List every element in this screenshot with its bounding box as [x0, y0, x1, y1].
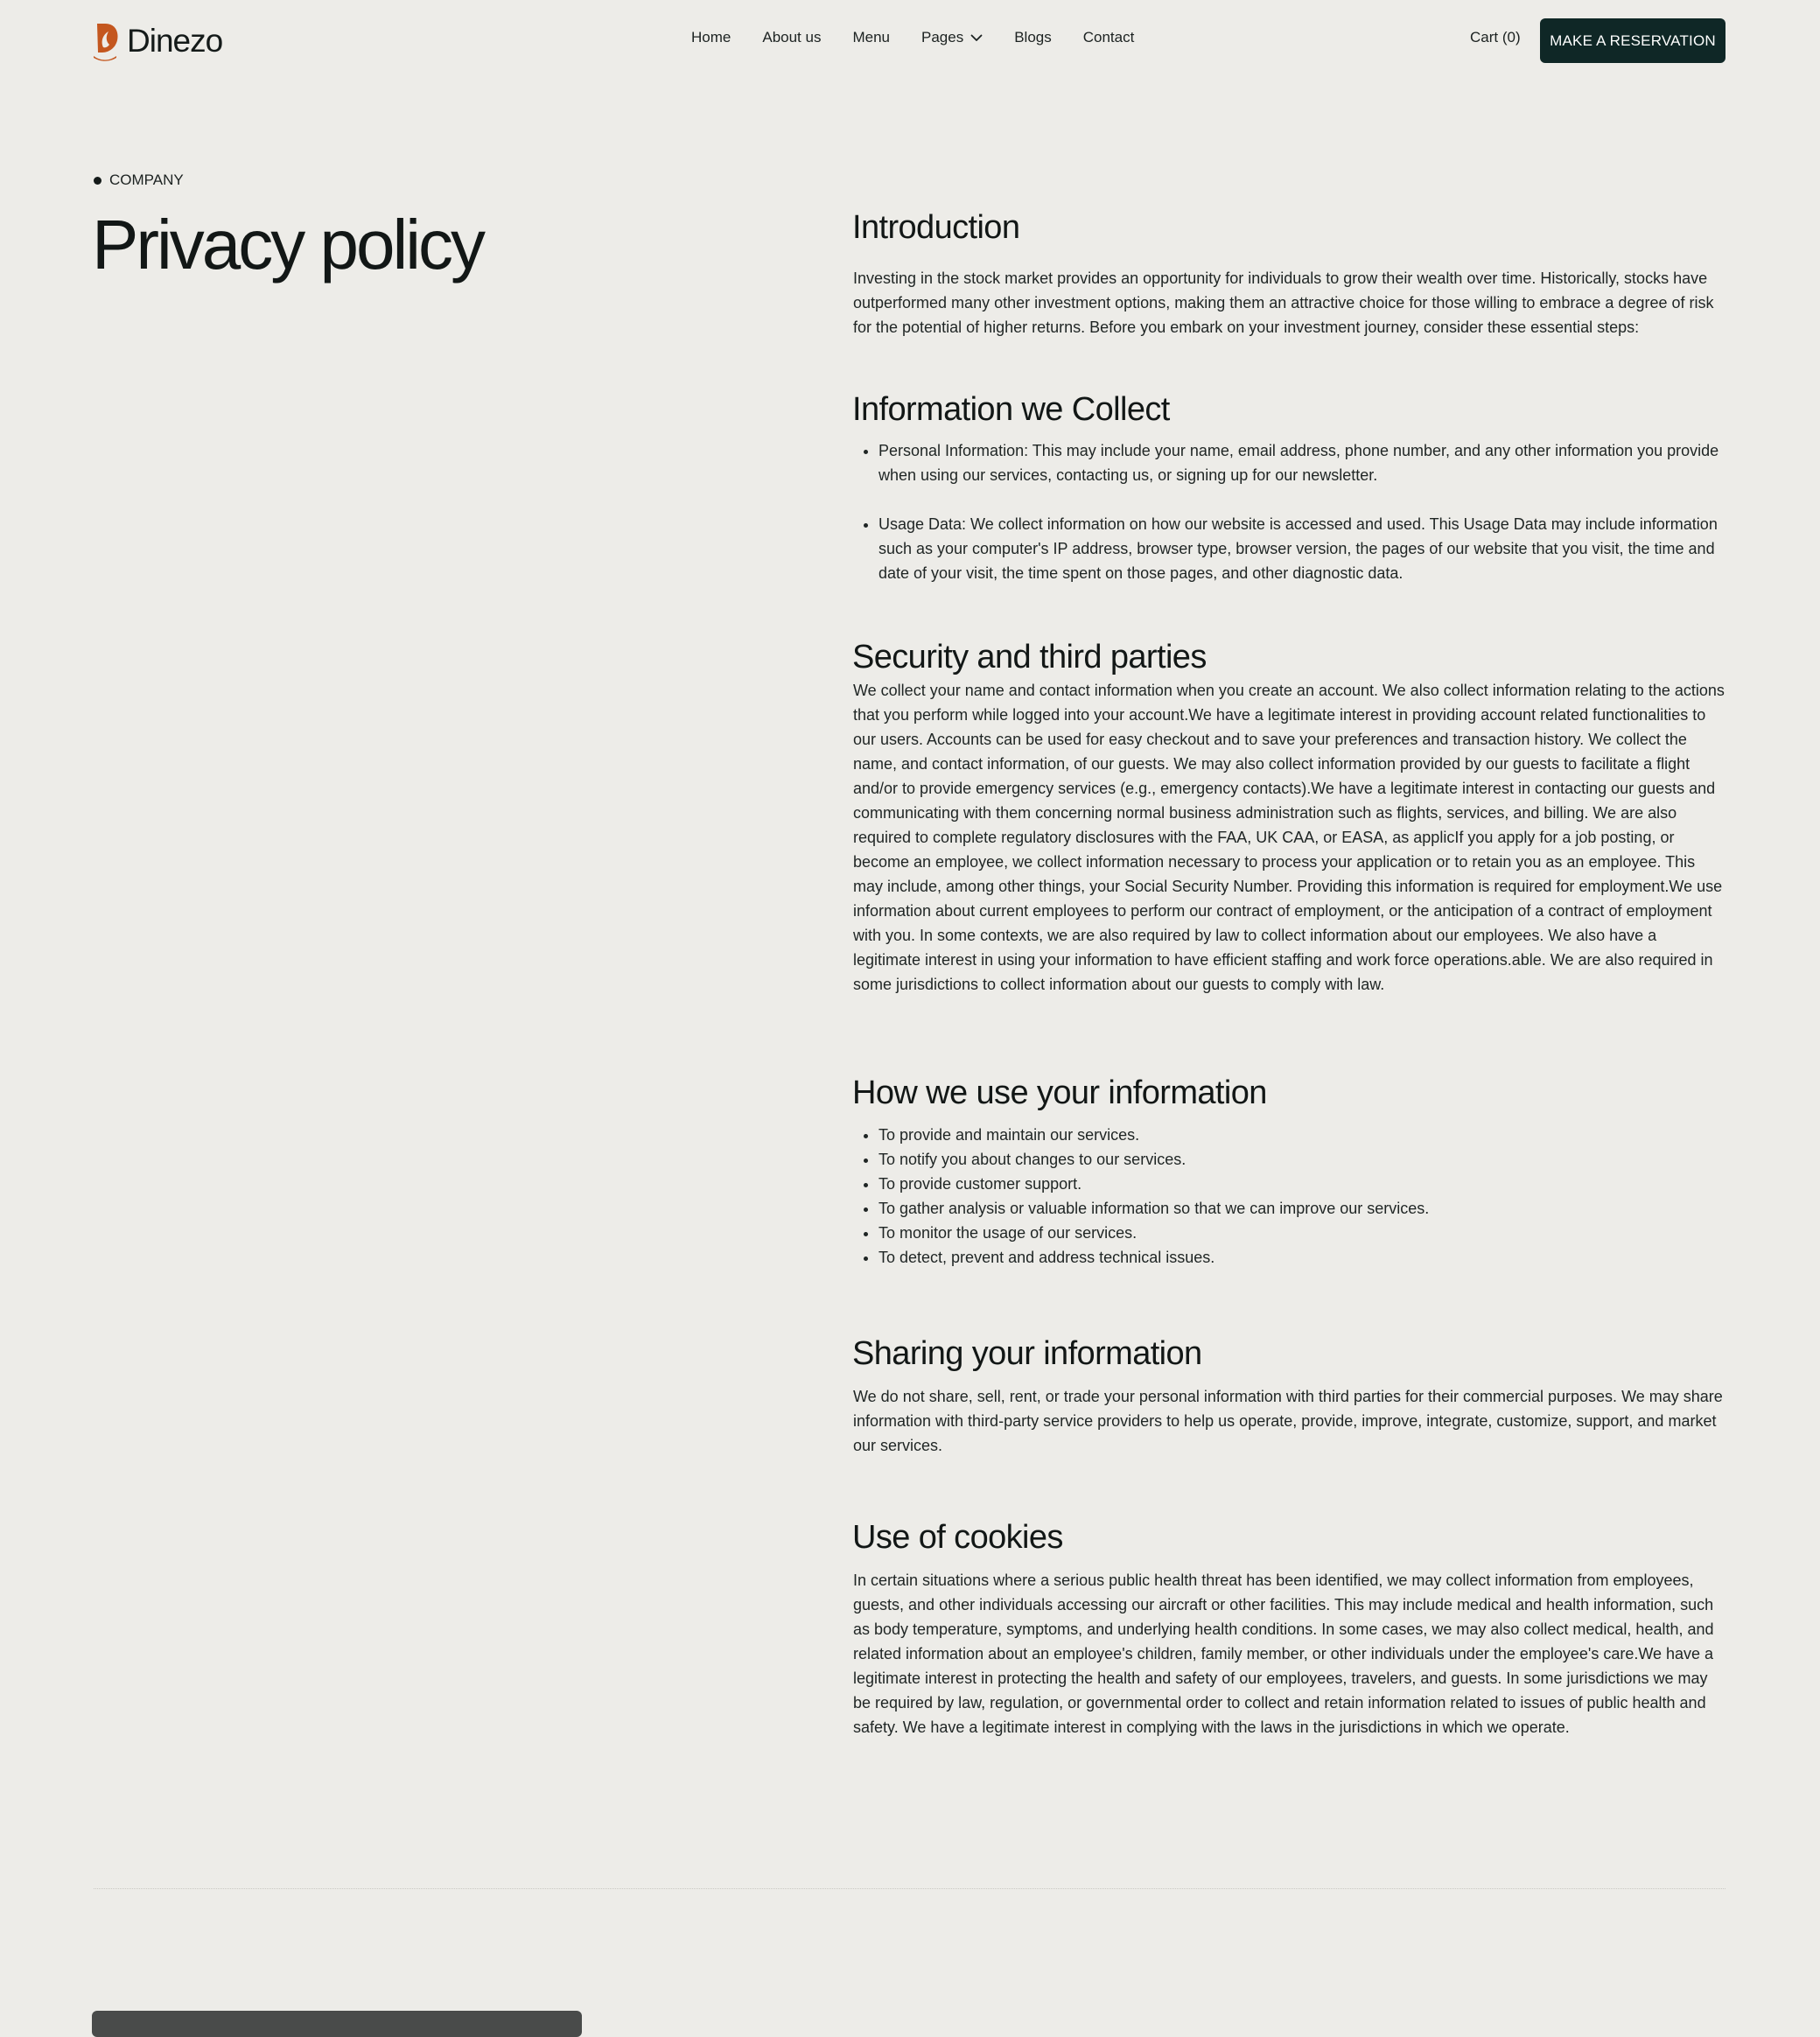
section-introduction — [853, 208, 1728, 340]
list-item: • To provide customer support. — [878, 1172, 1728, 1196]
chevron-down-icon — [970, 34, 983, 42]
section-how-we-use — [853, 1074, 1728, 1270]
list-item: • To monitor the usage of our services. — [878, 1221, 1728, 1245]
eyebrow — [94, 172, 184, 189]
nav-pages[interactable] — [921, 29, 983, 46]
section-body: Investing in the stock market provides an opportunity for individuals to grow their wealth over time. Historically, stocks have outperformed many other investment options, making them an attractive choice for those willing to embrace a degree of risk for the potential of higher returns. Before you embark on your investment journey, consider these essential steps: — [853, 269, 1714, 336]
collect-list — [853, 438, 1728, 585]
main-nav — [691, 29, 1166, 46]
list-item: • Usage Data: We collect information on how our website is accessed and used. This Usage Data may include information such as your computer's IP address, browser type, browser version, the pages of our website that you visit, the time and date of your visit, the time spent on those pages, and other diagnostic data. — [878, 512, 1728, 585]
section-sharing — [853, 1334, 1728, 1458]
section-information-collect — [853, 390, 1728, 585]
use-list — [853, 1123, 1728, 1270]
list-item: • To detect, prevent and address technical issues. — [878, 1245, 1728, 1270]
eyebrow-label: COMPANY — [109, 172, 184, 188]
make-reservation-button[interactable]: MAKE A RESERVATION — [1540, 18, 1726, 63]
nav-about-us[interactable]: About us — [762, 29, 822, 46]
section-cookies — [853, 1518, 1728, 1740]
brand-logo[interactable] — [94, 21, 222, 61]
section-body: We collect your name and contact information when you create an account. We also collect information relating to the actions that you perform while logged into your account.We have a legitimate interest in providing account related functionalities to our users. Accounts can be used for easy checkout and to save your preferences and transaction history. We collect the name, and contact information, of our guests. We may also collect information provided by our guests to facilitate a flight and/or to provide emergency services (e.g., emergency contacts).We have a legitimate interest in contacting our guests and communicating with them concerning normal business administration such as flights, services, and billing. We are also required to complete regulatory disclosures with the FAA, UK CAA, or EASA, as applicIf you apply for a job posting, or become an employee, we collect information necessary to process your application or to retain you as an employee. This may include, among other things, your Social Security Number. Providing this information is required for employment.We use information about current employees to perform our contract of employment, or the anticipation of a contract of employment with you. In some contexts, we are also required by law to collect information about our employees. We also have a legitimate interest in using your information to have efficient staffing and work force operations.able. We are also required in some jurisdictions to collect information about our guests to comply with law. — [853, 681, 1725, 993]
nav-blogs[interactable]: Blogs — [1014, 29, 1052, 46]
brand-name: Dinezo — [127, 23, 223, 59]
next-section-heading-cropped — [92, 2011, 582, 2037]
nav-pages-label: Pages — [921, 29, 964, 46]
section-divider — [94, 1888, 1726, 1889]
nav-contact[interactable]: Contact — [1082, 29, 1135, 46]
list-item: • To provide and maintain our services. — [878, 1123, 1728, 1147]
site-header — [0, 0, 1820, 80]
list-item: • To gather analysis or valuable information so that we can improve our services. — [878, 1196, 1728, 1221]
section-title: How we use your information — [852, 1074, 1267, 1111]
section-title: Information we Collect — [852, 391, 1170, 428]
section-body: We do not share, sell, rent, or trade your personal information with third parties for their commercial purposes. We may share information with third-party service providers to help us operate, provide, improve, integrate, customize, support, and market our services. — [853, 1387, 1723, 1454]
section-title: Introduction — [852, 209, 1020, 246]
section-title: Security and third parties — [852, 639, 1207, 676]
section-title: Use of cookies — [852, 1519, 1063, 1556]
cart-link[interactable]: Cart (0) — [1470, 29, 1521, 46]
bullet-dot-icon — [94, 177, 102, 185]
section-title: Sharing your information — [852, 1335, 1202, 1372]
nav-home[interactable]: Home — [691, 29, 732, 46]
nav-menu[interactable]: Menu — [852, 29, 890, 46]
section-body: In certain situations where a serious public health threat has been identified, we may collect information from employees, guests, and other individuals accessing our aircraft or other facilities. This may include medical and health information, such as body temperature, symptoms, and underlying health conditions. In some cases, we may also collect medical, health, and related information about an employee's children, family member, or other individuals under the employee's care.We have a legitimate interest in protecting the health and safety of our employees, travelers, and guests. In some jurisdictions we may be required by law, regulation, or governmental order to collect and retain information related to issues of public health and safety. We have a legitimate interest in complying with the laws in the jurisdictions in which we operate. — [853, 1571, 1714, 1736]
list-item: • Personal Information: This may include your name, email address, phone number, and any other information you provide when using our services, contacting us, or signing up for our newsletter. — [878, 438, 1728, 487]
page-title: Privacy policy — [92, 206, 484, 284]
section-security — [853, 638, 1728, 997]
logo-icon — [94, 21, 120, 61]
list-item: • To notify you about changes to our services. — [878, 1147, 1728, 1172]
